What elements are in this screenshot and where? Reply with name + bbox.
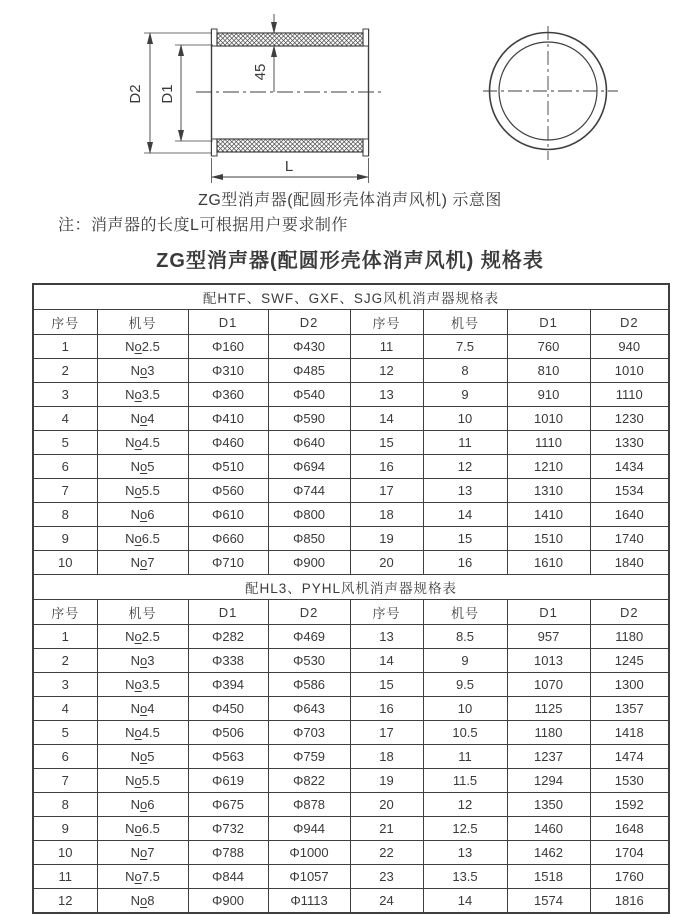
table-cell: No5.5 [97,769,188,793]
table-cell: 11 [423,431,507,455]
silencer-diagram [0,0,700,185]
dimension-thickness-label: 45 [252,63,269,81]
table-cell: No7 [97,551,188,575]
table-cell: 20 [350,793,423,817]
column-header: 机号 [423,600,507,625]
table-cell: 1592 [590,793,669,817]
table-cell: 13 [350,625,423,649]
table-cell: 1574 [507,889,590,914]
table-cell: No5.5 [97,479,188,503]
table-cell: 1237 [507,745,590,769]
table-cell: 1418 [590,721,669,745]
column-header: D1 [188,310,268,335]
table-cell: 4 [33,407,97,431]
subtable-title: 配HTF、SWF、GXF、SJG风机消声器规格表 [33,284,669,310]
table-cell: Φ506 [188,721,268,745]
table-cell: Φ800 [268,503,350,527]
table-cell: 1840 [590,551,669,575]
flange-tab [363,29,369,46]
table-cell: Φ563 [188,745,268,769]
table-row [33,673,669,697]
table-cell: 1460 [507,817,590,841]
table-cell: Φ410 [188,407,268,431]
table-cell: Φ469 [268,625,350,649]
column-header: D1 [507,310,590,335]
table-cell: 910 [507,383,590,407]
table-cell: Φ160 [188,335,268,359]
table-row [33,793,669,817]
table-cell: 1110 [590,383,669,407]
table-cell: Φ530 [268,649,350,673]
table-cell: 11.5 [423,769,507,793]
table-cell: No3 [97,649,188,673]
table-cell: 940 [590,335,669,359]
table-cell: 7 [33,479,97,503]
diagram-caption: ZG型消声器(配圆形壳体消声风机) 示意图 [198,192,502,209]
subtable-header-row [33,310,669,335]
dimension-length [212,158,369,183]
table-cell: 9.5 [423,673,507,697]
table-cell: 12 [350,359,423,383]
table-cell: Φ619 [188,769,268,793]
table-cell: 1245 [590,649,669,673]
table-cell: 12 [423,793,507,817]
table-cell: No3 [97,359,188,383]
table-cell: 10.5 [423,721,507,745]
dimension-length-label: L [284,158,294,175]
table-cell: 1648 [590,817,669,841]
table-cell: 8.5 [423,625,507,649]
table-cell: Φ485 [268,359,350,383]
table-cell: No7 [97,841,188,865]
table-cell: 2 [33,359,97,383]
subtable-title-row [33,575,669,600]
flange-tab [212,139,218,156]
table-cell: 5 [33,431,97,455]
table-cell: Φ282 [188,625,268,649]
table-cell: No6.5 [97,817,188,841]
table-cell: Φ640 [268,431,350,455]
table-cell: 1230 [590,407,669,431]
table-cell: 1300 [590,673,669,697]
dimension-d1-label: D1 [159,84,176,104]
table-cell: 22 [350,841,423,865]
table-cell: Φ900 [188,889,268,914]
table-cell: 1534 [590,479,669,503]
absorber-liner-top [217,33,363,46]
table-cell: 8 [423,359,507,383]
table-row [33,649,669,673]
page-title: ZG型消声器(配圆形壳体消声风机) 规格表 [156,250,544,272]
table-cell: 1010 [507,407,590,431]
table-cell: 7.5 [423,335,507,359]
table-row [33,841,669,865]
table-row [33,745,669,769]
table-cell: 9 [33,817,97,841]
subtable-header-row [33,600,669,625]
table-cell: 8 [33,793,97,817]
table-cell: 14 [423,503,507,527]
table-cell: Φ900 [268,551,350,575]
table-cell: No7.5 [97,865,188,889]
table-cell: 6 [33,745,97,769]
table-cell: 10 [33,551,97,575]
column-header: D2 [590,310,669,335]
table-cell: 1070 [507,673,590,697]
column-header: D2 [268,600,350,625]
table-cell: 23 [350,865,423,889]
table-cell: Φ759 [268,745,350,769]
column-header: 机号 [97,600,188,625]
table-cell: Φ822 [268,769,350,793]
table-cell: No3.5 [97,383,188,407]
table-cell: 5 [33,721,97,745]
subtable-htf-swf-gxf-sjg [33,284,669,575]
column-header: 机号 [97,310,188,335]
flange-tab [212,29,218,46]
table-cell: 1180 [590,625,669,649]
table-cell: 16 [350,697,423,721]
dimension-d2-label: D2 [127,84,144,104]
table-cell: 11 [423,745,507,769]
table-cell: 1125 [507,697,590,721]
table-cell: Φ460 [188,431,268,455]
table-cell: Φ590 [268,407,350,431]
column-header: 序号 [350,310,423,335]
flange-tab [363,139,369,156]
table-cell: Φ610 [188,503,268,527]
table-cell: No2.5 [97,625,188,649]
table-row [33,625,669,649]
table-cell: 1462 [507,841,590,865]
table-cell: 1816 [590,889,669,914]
table-row [33,383,669,407]
table-cell: Φ643 [268,697,350,721]
table-cell: 14 [423,889,507,914]
table-cell: No6 [97,503,188,527]
subtable-title: 配HL3、PYHL风机消声器规格表 [33,575,669,600]
table-cell: Φ675 [188,793,268,817]
table-cell: 21 [350,817,423,841]
column-header: 序号 [33,600,97,625]
column-header: 机号 [423,310,507,335]
table-cell: 1180 [507,721,590,745]
table-cell: 4 [33,697,97,721]
table-cell: 1 [33,625,97,649]
table-cell: 1330 [590,431,669,455]
table-cell: 1434 [590,455,669,479]
table-cell: Φ694 [268,455,350,479]
table-cell: 7 [33,769,97,793]
table-cell: 18 [350,745,423,769]
table-row [33,503,669,527]
table-cell: 9 [423,383,507,407]
table-row [33,889,669,914]
table-cell: 17 [350,479,423,503]
table-row [33,817,669,841]
side-view [196,29,384,156]
table-cell: 16 [423,551,507,575]
table-cell: No6.5 [97,527,188,551]
table-cell: 14 [350,407,423,431]
table-cell: 13 [423,479,507,503]
table-row [33,479,669,503]
table-cell: Φ560 [188,479,268,503]
table-row [33,335,669,359]
table-cell: 1760 [590,865,669,889]
table-cell: No4 [97,407,188,431]
table-cell: No5 [97,745,188,769]
table-cell: 10 [423,697,507,721]
table-cell: 15 [423,527,507,551]
table-cell: No6 [97,793,188,817]
dimension-thickness [252,14,274,92]
table-cell: 1474 [590,745,669,769]
table-cell: Φ878 [268,793,350,817]
table-cell: Φ710 [188,551,268,575]
table-cell: 760 [507,335,590,359]
table-row [33,769,669,793]
column-header: D2 [268,310,350,335]
table-cell: 15 [350,431,423,455]
note-text: 注：消声器的长度L可根据用户要求制作 [58,217,348,234]
table-cell: 1357 [590,697,669,721]
table-cell: 12 [33,889,97,914]
spec-table [32,283,670,914]
table-cell: 1010 [590,359,669,383]
table-cell: 1294 [507,769,590,793]
table-cell: Φ703 [268,721,350,745]
table-cell: 1704 [590,841,669,865]
table-cell: Φ1000 [268,841,350,865]
table-cell: 1210 [507,455,590,479]
column-header: 序号 [350,600,423,625]
table-cell: 12.5 [423,817,507,841]
table-cell: 10 [33,841,97,865]
table-cell: Φ732 [188,817,268,841]
table-cell: 16 [350,455,423,479]
dimension-d1 [159,45,213,141]
table-cell: No8 [97,889,188,914]
table-cell: Φ944 [268,817,350,841]
table-cell: 20 [350,551,423,575]
column-header: D1 [188,600,268,625]
table-cell: 1013 [507,649,590,673]
table-cell: 1530 [590,769,669,793]
table-cell: 13 [423,841,507,865]
table-cell: 810 [507,359,590,383]
table-cell: Φ310 [188,359,268,383]
table-cell: 10 [423,407,507,431]
table-row [33,455,669,479]
table-row [33,721,669,745]
table-cell: 6 [33,455,97,479]
table-cell: Φ394 [188,673,268,697]
subtable-hl3-pyhl [33,575,669,914]
absorber-liner-bottom [217,139,363,152]
table-row [33,697,669,721]
table-cell: 13 [350,383,423,407]
table-cell: 1110 [507,431,590,455]
subtable-title-row [33,284,669,310]
table-cell: 2 [33,649,97,673]
table-row [33,527,669,551]
table-row [33,551,669,575]
table-cell: 11 [33,865,97,889]
table-cell: 9 [33,527,97,551]
table-cell: Φ450 [188,697,268,721]
column-header: D1 [507,600,590,625]
table-cell: Φ660 [188,527,268,551]
table-cell: 15 [350,673,423,697]
table-cell: 12 [423,455,507,479]
table-cell: No2.5 [97,335,188,359]
table-cell: 24 [350,889,423,914]
table-row [33,407,669,431]
table-cell: 18 [350,503,423,527]
table-cell: 14 [350,649,423,673]
table-cell: 9 [423,649,507,673]
table-cell: 1410 [507,503,590,527]
table-cell: 17 [350,721,423,745]
table-cell: Φ1057 [268,865,350,889]
table-cell: Φ586 [268,673,350,697]
table-cell: Φ744 [268,479,350,503]
table-cell: 1518 [507,865,590,889]
table-cell: 1640 [590,503,669,527]
table-cell: No4.5 [97,721,188,745]
table-cell: No3.5 [97,673,188,697]
column-header: 序号 [33,310,97,335]
table-cell: 3 [33,673,97,697]
table-row [33,431,669,455]
table-cell: No4 [97,697,188,721]
table-cell: 19 [350,527,423,551]
table-cell: 8 [33,503,97,527]
table-cell: 13.5 [423,865,507,889]
table-cell: 1350 [507,793,590,817]
table-cell: Φ360 [188,383,268,407]
table-cell: 1610 [507,551,590,575]
table-cell: 19 [350,769,423,793]
table-row [33,359,669,383]
table-cell: No5 [97,455,188,479]
front-view [483,26,618,160]
table-cell: Φ430 [268,335,350,359]
table-cell: 1510 [507,527,590,551]
table-cell: Φ1113 [268,889,350,914]
table-cell: Φ788 [188,841,268,865]
table-cell: Φ850 [268,527,350,551]
table-cell: 1740 [590,527,669,551]
table-cell: 1310 [507,479,590,503]
table-cell: 3 [33,383,97,407]
table-cell: No4.5 [97,431,188,455]
table-cell: Φ540 [268,383,350,407]
table-cell: Φ844 [188,865,268,889]
table-cell: 1 [33,335,97,359]
column-header: D2 [590,600,669,625]
table-cell: 957 [507,625,590,649]
table-cell: Φ338 [188,649,268,673]
table-row [33,865,669,889]
table-cell: 11 [350,335,423,359]
table-cell: Φ510 [188,455,268,479]
